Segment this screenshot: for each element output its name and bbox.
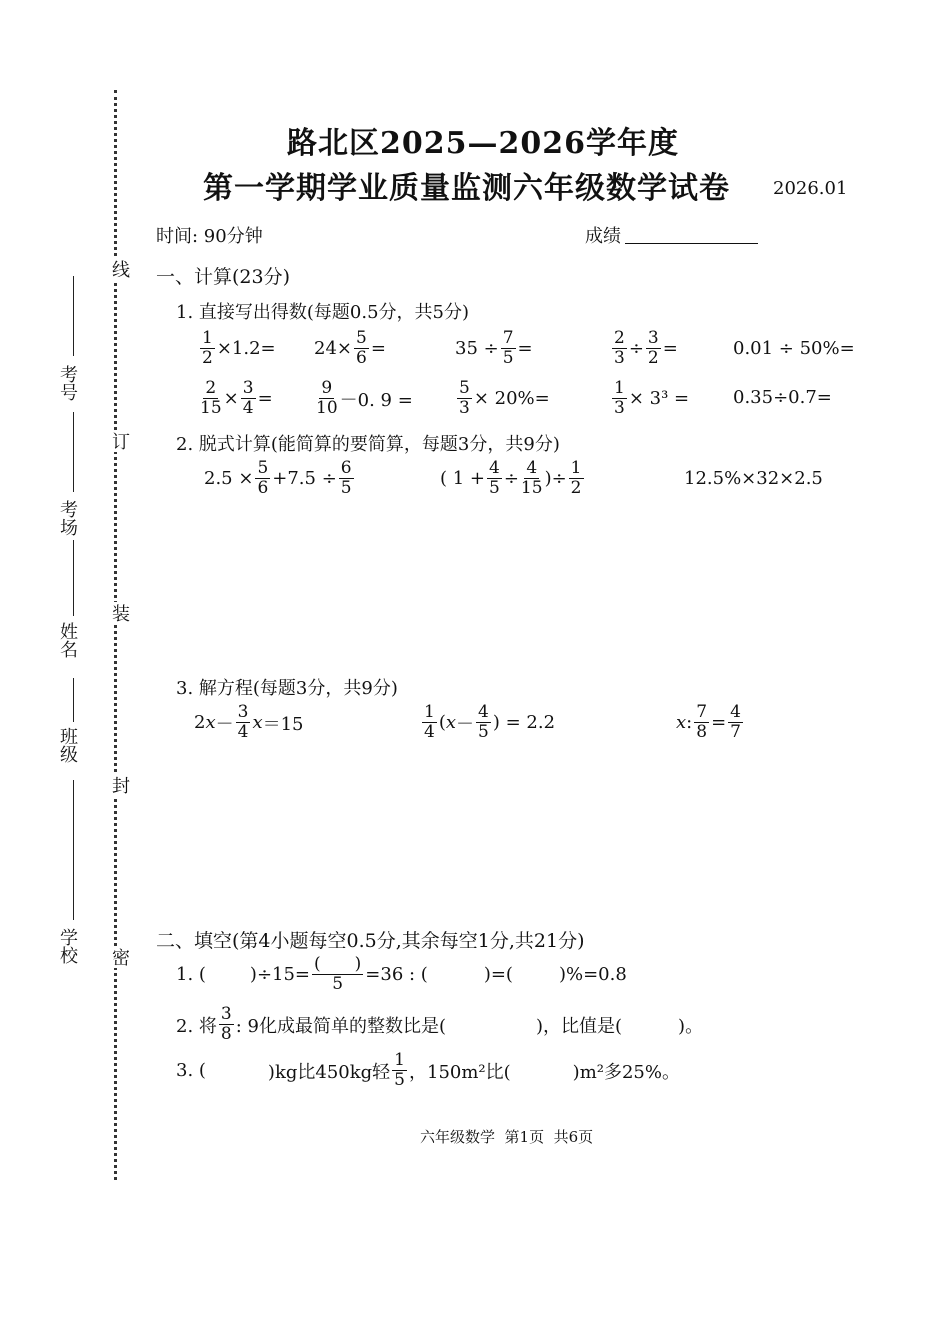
binding-dotted-line bbox=[114, 90, 117, 1180]
cut-mark-xian: 线 bbox=[106, 258, 132, 280]
s2-q1: 1. ( )÷15= $\frac{( )}{5}$ =36 : ( )=( )%=0.8 bbox=[176, 954, 627, 994]
field-kaochang: 考场 bbox=[57, 500, 78, 536]
q3-item-b: $\frac{1}{4}$ ( x － $\frac{4}{5}$ ) = 2.2 bbox=[424, 702, 556, 742]
q1-item-d: $\frac{2}{3}$ ÷ $\frac{3}{2}$ = bbox=[614, 328, 678, 368]
q2-item-a: 2.5 × $\frac{5}{6}$ +7.5 ÷ $\frac{6}{5}$ bbox=[204, 458, 352, 498]
q3-title: 3. 解方程(每题3分，共9分) bbox=[176, 678, 398, 699]
q1-item-e: 0.01 ÷ 50%= bbox=[733, 338, 855, 359]
exam-date: 2026.01 bbox=[773, 178, 848, 199]
q2-item-c: 12.5%×32×2.5 bbox=[684, 468, 823, 489]
s2-q3: 3. ( )kg比450kg轻 $\frac{1}{5}$ ，150m²比( )m²多25%。 bbox=[176, 1050, 680, 1090]
q3-item-c: x : $\frac{7}{8}$ = $\frac{4}{7}$ bbox=[676, 702, 741, 742]
field-kaohao: 考号 bbox=[57, 365, 78, 401]
blank-kaochang[interactable] bbox=[73, 412, 74, 492]
blank-class[interactable] bbox=[73, 678, 74, 722]
q1-item-j: 0.35÷0.7= bbox=[733, 387, 832, 408]
s2-q2: 2. 将 $\frac{3}{8}$ : 9化成最简单的整数比是( )，比值是( )。 bbox=[176, 1004, 704, 1044]
section2-title: 二、填空(第4小题每空0.5分,其余每空1分,共21分) bbox=[156, 930, 585, 952]
q1-item-b: 24× $\frac{5}{6}$ = bbox=[314, 328, 386, 368]
title-line2: 第一学期学业质量监测六年级数学试卷 bbox=[203, 171, 730, 206]
q1-title: 1. 直接写出得数(每题0.5分，共5分) bbox=[176, 302, 470, 323]
title-line1: 路北区2025—2026学年度 bbox=[287, 126, 679, 161]
q1-item-g: $\frac{9}{10}$ －0. 9 = bbox=[316, 378, 413, 418]
cut-mark-zhuang: 装 bbox=[106, 602, 132, 624]
q1-item-f: $\frac{2}{15}$ × $\frac{3}{4}$ = bbox=[200, 378, 273, 418]
field-name: 姓名 bbox=[57, 622, 78, 658]
q1-item-a: $\frac{1}{2}$ ×1.2= bbox=[202, 328, 276, 368]
q2-title: 2. 脱式计算(能简算的要简算，每题3分，共9分) bbox=[176, 434, 560, 455]
q1-item-i: $\frac{1}{3}$ × 3³ = bbox=[614, 378, 690, 418]
field-school: 学校 bbox=[57, 928, 78, 964]
q3-item-a: 2 x － $\frac{3}{4}$ x ＝15 bbox=[194, 702, 304, 742]
blank-name[interactable] bbox=[73, 540, 74, 616]
cut-mark-mi: 密 bbox=[106, 946, 132, 968]
cut-mark-ding: 订 bbox=[106, 430, 132, 452]
score-label: 成绩 bbox=[585, 226, 621, 247]
field-class: 班级 bbox=[57, 727, 78, 763]
page-footer: 六年级数学 第1页 共6页 bbox=[420, 1128, 594, 1146]
blank-kaohao[interactable] bbox=[73, 276, 74, 356]
q2-item-b: ( 1 + $\frac{4}{5}$ ÷ $\frac{4}{15}$ )÷ $\frac{1}{2}$ bbox=[440, 458, 582, 498]
blank-school[interactable] bbox=[73, 780, 74, 920]
cut-mark-feng: 封 bbox=[106, 774, 132, 796]
time-label: 时间: 90分钟 bbox=[156, 226, 263, 247]
q1-item-h: $\frac{5}{3}$ × 20%= bbox=[459, 378, 550, 418]
score-blank[interactable] bbox=[625, 243, 758, 244]
q1-item-c: 35 ÷ $\frac{7}{5}$ = bbox=[455, 328, 533, 368]
section1-title: 一、计算(23分) bbox=[156, 266, 291, 288]
